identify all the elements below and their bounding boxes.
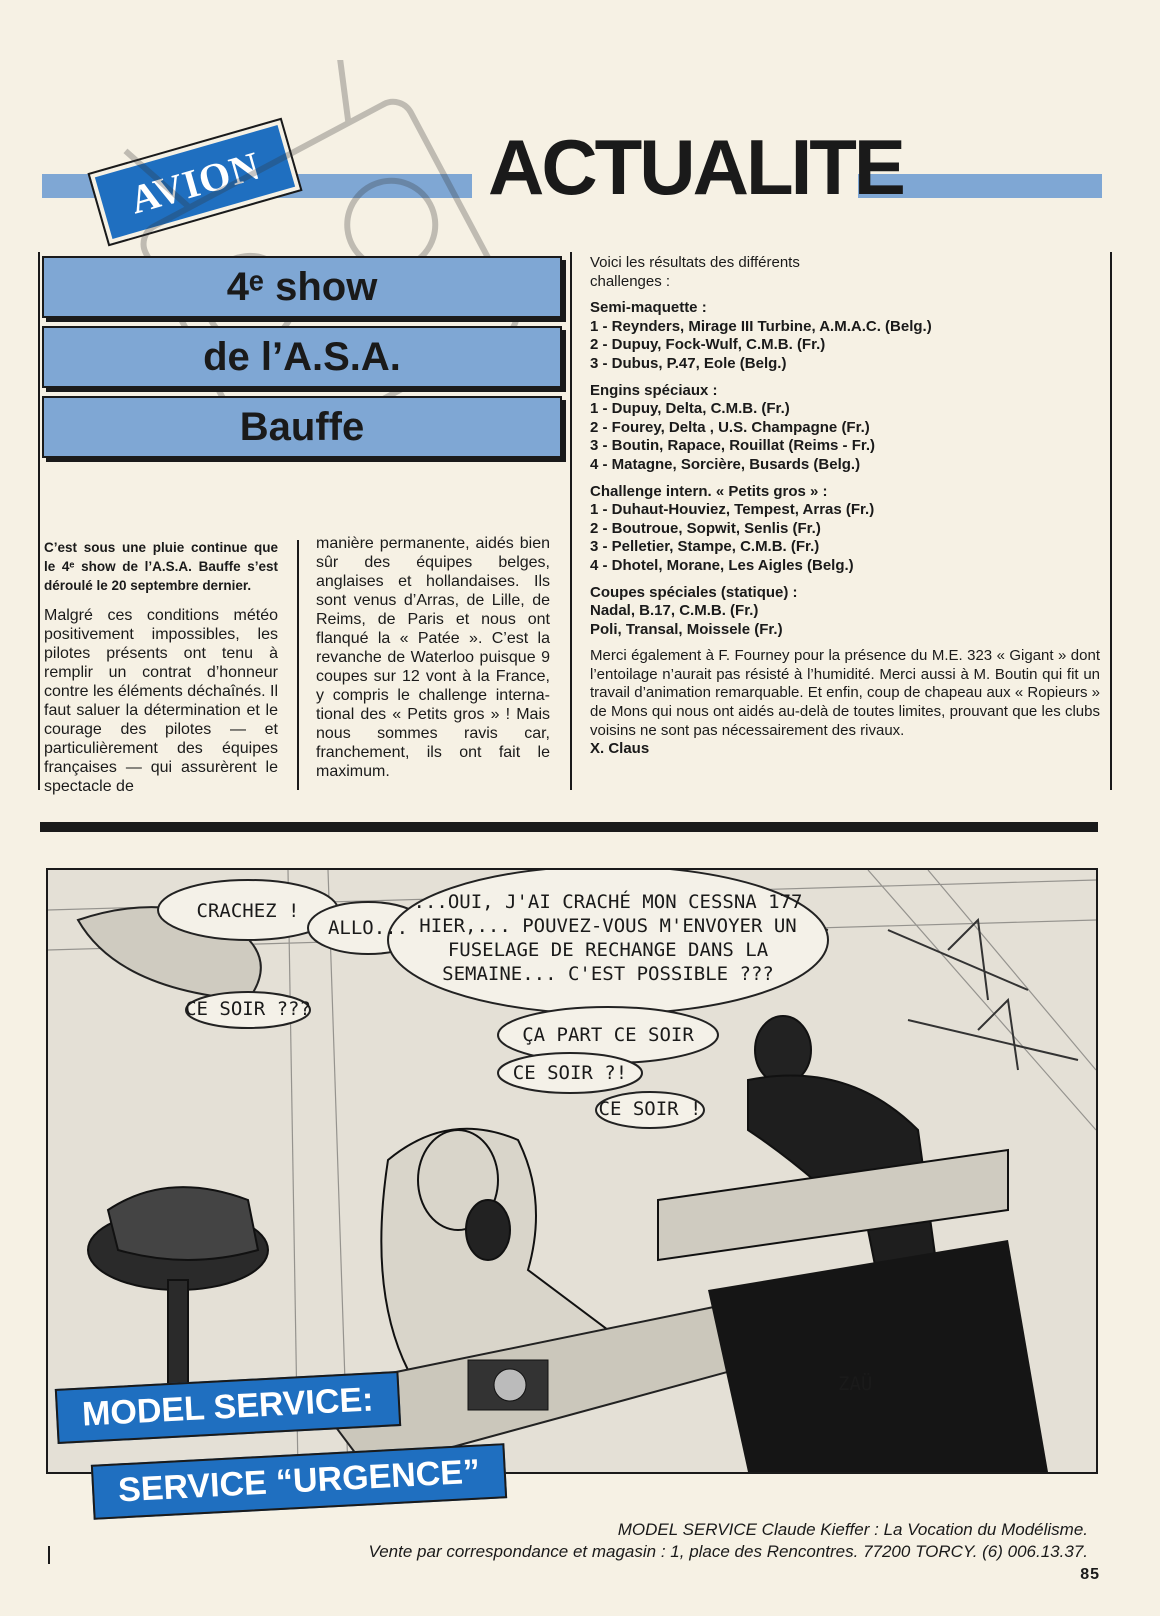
article-column-1: Malgré ces conditions météo positivement impossibles, les pilotes présents ont tenu à remplir un contrat d’honneur contre les éléments déchaînés. Il faut saluer la détermination et le courage des pilotes — et particulièrement des équipes françaises — qui assurèrent le spectacle de	[44, 607, 278, 795]
ad-banner-1: MODEL SERVICE:	[55, 1371, 401, 1444]
ad-rule	[48, 1546, 50, 1564]
bubble-ce-soir-small: CE SOIR ???	[185, 998, 311, 1020]
page-number: 85	[1080, 1566, 1100, 1583]
bubble-call-line-3: FUSELAGE DE RECHANGE DANS LA	[447, 939, 769, 961]
bubble-call-line-4: SEMAINE... C'EST POSSIBLE ???	[442, 963, 774, 985]
results-group	[590, 584, 1100, 640]
result-line: 3 - Dubus, P.47, Eole (Belg.)	[590, 354, 787, 372]
closing-paragraph: Merci également à F. Fourney pour la présence du M.E. 323 « Gigant » dont l’entoilage n’aurait pas résisté à l’humidité. Merci aussi à M. Boutin qui fit un travail d’animation remarquable. Et enfin, coup de chapeau aux « Ropieurs » de Mons qui nous ont aidés au-delà de toutes limites, prouvant que les clubs voisins ne sont pas nécessairement des rivaux.	[590, 647, 1100, 739]
results-group	[590, 299, 1100, 373]
cartoonist-signature: ZAÜ	[838, 1373, 873, 1395]
ad-line-1: MODEL SERVICE Claude Kieffer : La Vocation du Modélisme.	[617, 1520, 1088, 1539]
result-line: Poli, Transal, Moissele (Fr.)	[590, 620, 783, 638]
section-divider	[40, 822, 1098, 832]
result-line: 3 - Boutin, Rapace, Rouillat (Reims - Fr.)	[590, 437, 876, 455]
bubble-ce-soir-exclaim: CE SOIR !	[598, 1098, 702, 1120]
results-group	[590, 483, 1100, 576]
section-title: ACTUALITE	[488, 123, 903, 211]
ad-banner-2: SERVICE “URGENCE”	[91, 1443, 507, 1520]
result-line: 1 - Dupuy, Delta, C.M.B. (Fr.)	[590, 400, 790, 418]
result-line: 2 - Boutroue, Sopwit, Senlis (Fr.)	[590, 519, 821, 537]
result-line: 3 - Pelletier, Stampe, C.M.B. (Fr.)	[590, 538, 820, 556]
result-line: 2 - Dupuy, Fock-Wulf, C.M.B. (Fr.)	[590, 336, 826, 354]
group-heading: Coupes spéciales (statique) :	[590, 583, 798, 601]
bubble-call-line-1: ...OUI, J'AI CRACHÉ MON CESSNA 177	[413, 891, 803, 913]
result-line: 4 - Matagne, Sorcière, Busards (Belg.)	[590, 455, 861, 473]
column-rule-mid	[297, 540, 299, 790]
article-intro: C’est sous une pluie continue que le 4ᵉ show de l’A.S.A. Bauffe s’est déroulé le 20 septembre dernier.	[44, 540, 278, 593]
result-line: 1 - Reynders, Mirage III Turbine, A.M.A.C. (Belg.)	[590, 317, 932, 335]
bubble-allo: ALLO...	[327, 917, 409, 939]
results-intro: Voici les résultats des différents challenges :	[590, 254, 800, 290]
result-line: 2 - Fourey, Delta , U.S. Champagne (Fr.)	[590, 418, 870, 436]
bubble-call-line-2: HIER,... POUVEZ-VOUS M'ENVOYER UN	[419, 915, 797, 937]
article-column-2: manière permanente, aidés bien sûr des équipes belges, anglaises et hollandaises. Ils sont venus d’Arras, de Lille, de Reims, de Paris et nous ont flanqué la « Patée ». C’est la revanche de Waterloo puisque 9 coupes sur 12 vont à la France, y compris le challenge international des « Petits gros » ! Mais nous sommes ravis car, franchement, ils ont fait le maximum.	[316, 535, 550, 780]
bubble-ce-soir-question: CE SOIR ?!	[512, 1062, 628, 1084]
section-badge: AVION	[90, 120, 300, 244]
group-heading: Challenge intern. « Petits gros » :	[590, 482, 828, 500]
results-column	[590, 254, 1100, 759]
results-group	[590, 382, 1100, 475]
column-rule-center	[570, 252, 572, 790]
column-rule-left	[38, 252, 40, 790]
group-heading: Engins spéciaux :	[590, 381, 718, 399]
article-title-line-2: de l’A.S.A.	[42, 326, 562, 388]
ad-line-2: Vente par correspondance et magasin : 1, place des Rencontres. 77200 TORCY. (6) 006.13.37.	[368, 1542, 1088, 1561]
result-line: 1 - Duhaut-Houviez, Tempest, Arras (Fr.)	[590, 501, 875, 519]
group-heading: Semi-maquette :	[590, 299, 707, 317]
article-title-line-3: Bauffe	[42, 396, 562, 458]
author-signature: X. Claus	[590, 740, 650, 758]
article-title-line-1: 4ᵉ show	[42, 256, 562, 318]
bubble-crachez: CRACHEZ !	[196, 900, 300, 922]
bubble-ca-part: ÇA PART CE SOIR	[522, 1024, 694, 1046]
column-rule-right	[1110, 252, 1112, 790]
result-line: 4 - Dhotel, Morane, Les Aigles (Belg.)	[590, 556, 854, 574]
result-line: Nadal, B.17, C.M.B. (Fr.)	[590, 602, 759, 620]
